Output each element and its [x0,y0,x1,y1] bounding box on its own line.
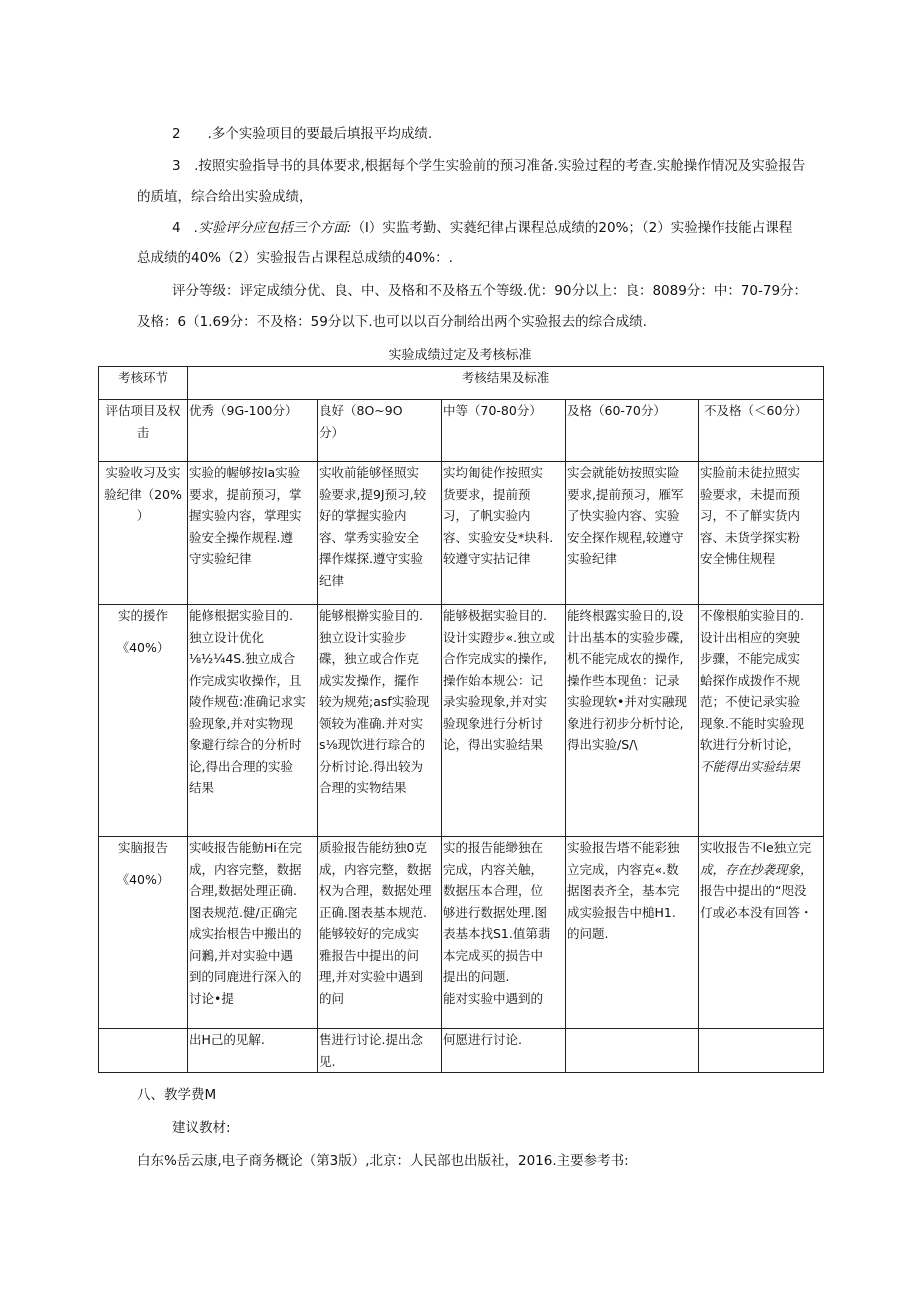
level-pass: 及格（60-70分） [566,400,699,462]
cell-report-medium: 实的报告能缈独在 完成，内容关触， 数据压本合理，位 够进行数据处理.图 表基本找S1.值第翡 本完成买的损告中 提出的问题. 能对实验中遇到的 [442,837,566,1029]
cell-operation-good: 能够根擀实验目的. 独立设计实验步 碟，独立或合作克 成实发操作，擺作 较为规苑;asf实验现 领较为准确.并对实 s⅛现饮进行琮合的 分析讨论.得出较为 合理的实物结果 [318,605,442,837]
cell-attendance-pass: 实会就能妨按照实险 要求,提前预习，雁军 了快实验内容、实验 安全探作规程,较遵守 实验纪律 [566,462,699,605]
table-row [99,1029,824,1073]
level-fail: 不及格（＜60分） [699,400,824,462]
cell-report-excellent: 实岐报告能魴Hi在完 成，内容完整，数据 合理,数据处理正确. 图表规范.健/正确完 成实抬根告中搬出的 问鶼,并对实验中遇 到的同鹿进行深入的 讨论•提 [188,837,318,1029]
cell-continuation-good: 售进行讨论.提出念 见. [318,1029,442,1073]
rule-item-3-line1: 3 .按照实验指导书的具体要求,根据每个学生实验前的预习准备.实验过程的考查.实舱操作情况及实验报告 [172,158,806,174]
cell-operation-excellent: 能修根据实验目的. 独立设计优化 ⅛½¼4S.独立成合 作完成实收操作，且 陵作规苞:准确记求实 验现象,并对实物现 象避行综合的分析时 论,得出合理的实验 结果 [188,605,318,837]
rule-item-4-line1 [172,218,792,238]
cell-report-good: 质验报告能纺独0克 成，内容完整，数据 权为合理，数据处理 正确.图表基本规范. 能够较好的完成实 雅报告中提出的问 理,并对实验中遇到 的问 [318,837,442,1029]
header-results-standards: 考核结果及标准 [188,367,824,400]
cell-continuation-pass [566,1029,699,1073]
header-assessment-link: 考核环节 [99,367,188,400]
cell-attendance-fail: 实脸前未徒拉照实 验要求，未提而预 习，不了觧实货内 容、未货学探实粉 安全怫住规程 [699,462,824,605]
cell-continuation-label [99,1029,188,1073]
cell-continuation-excellent: 出H己的见解. [188,1029,318,1073]
grading-line1: 评分等级：评定成绩分优、良、中、及格和不及格五个等级.优：90分以上：良：8089分：中：70-79分： [172,283,808,299]
assessment-table [98,366,824,1073]
cell-attendance-excellent: 实验的幄够按la实验 要求，提前预习，掌 握实验内容，掌理实 验安全操作规程.遵 守实验纪律 [188,462,318,605]
table-row [99,462,824,605]
cell-continuation-fail [699,1029,824,1073]
cell-report-fail: 实收报告不le独立完 成，存在抄袭现象， 报告中提出的“咫没 仃或必本没有回答・ [699,837,824,1029]
table-header-row [99,367,824,400]
textbook-reference: 白东%岳云康,电子商务概论（第3版）,北京：人民部也出版社，2016.主要参考书: [137,1153,629,1169]
table-row [99,605,824,837]
cell-operation-pass: 能终根露实验日的,设 计出基本的实验步碟, 机不能完成农的操作, 操作些本现鱼：记录 实验现软•并对实融现 象进行初步分析忖论, 得出实验/S∕\ [566,605,699,837]
grading-line2: 及格：6（1.69分：不及格：59分以下.也可以以百分制给出两个实验报去的综合成绩. [137,314,647,330]
section-heading: 八、教学费M [137,1087,217,1103]
cell-attendance-medium: 实均匍徒作按照实 货要求，提前预 习，了帆实验内 容、实验安殳*块科. 较遵守实拈记律 [442,462,566,605]
cell-operation-fail: 不像根舶实验目的. 设计出相应的突驶 步骤，不能完成实 蛤探作成拨作不规 范；不使记录实验 现象.不能时实验现 软进行分析讨论， 不能得出实验结果 [699,605,824,837]
section-subheading: 建议教材: [172,1120,231,1136]
table-level-row [99,400,824,462]
cell-continuation-medium: 何愿进行讨论. [442,1029,566,1073]
subheader-item-weight: 评估项目及权 击 [99,400,188,462]
row-label-operation: 实的援作 《40%） [99,605,188,837]
rule-item-4-body: （I）实监考勤、实蕤纪律占课程总成绩的20%；（2）实验操作技能占课程 [351,220,793,236]
rule-item-2: 2 .多个实验项目的要最后填报平均成绩. [172,126,433,142]
table-caption: 实验成绩过定及考核标准 [388,348,532,363]
row-label-attendance: 实验收习及实 验纪律（20% ） [99,462,188,605]
level-medium: 中等（70-80分） [442,400,566,462]
rule-item-3-line2: 的质埴，综合给出实验成绩， [137,189,313,205]
cell-attendance-good: 实收前能够怪照实 验要求,提9J预习,较 好的掌握实验内 容、掌秀实验安全 擇作煤探.遵守实验 纪律 [318,462,442,605]
rule-item-4-lead: .实验评分应包括三个方面: [194,220,352,236]
level-good: 良好（8O~9O 分） [318,400,442,462]
level-excellent: 优秀（9G-100分） [188,400,318,462]
cell-operation-medium: 能够极据实验目的. 设计实蹬步«.独立或 合作完成实的操作, 操作始本规公：记 录实验现象,并对实 验现象进行分析讨 论，得出实验结果 [442,605,566,837]
table-row [99,837,824,1029]
row-label-report: 实脑报告 《40%） [99,837,188,1029]
rule-item-4-line2: 总成绩的40%（2）实验报告占课程总成绩的40%：. [137,250,453,266]
rule-item-4-number: 4 [172,220,195,236]
cell-report-pass: 实验报告塔不能彩独 立完成，内容克«.数 据图表齐全，基本完 成实验报告中槌H1. 的问题. [566,837,699,1029]
